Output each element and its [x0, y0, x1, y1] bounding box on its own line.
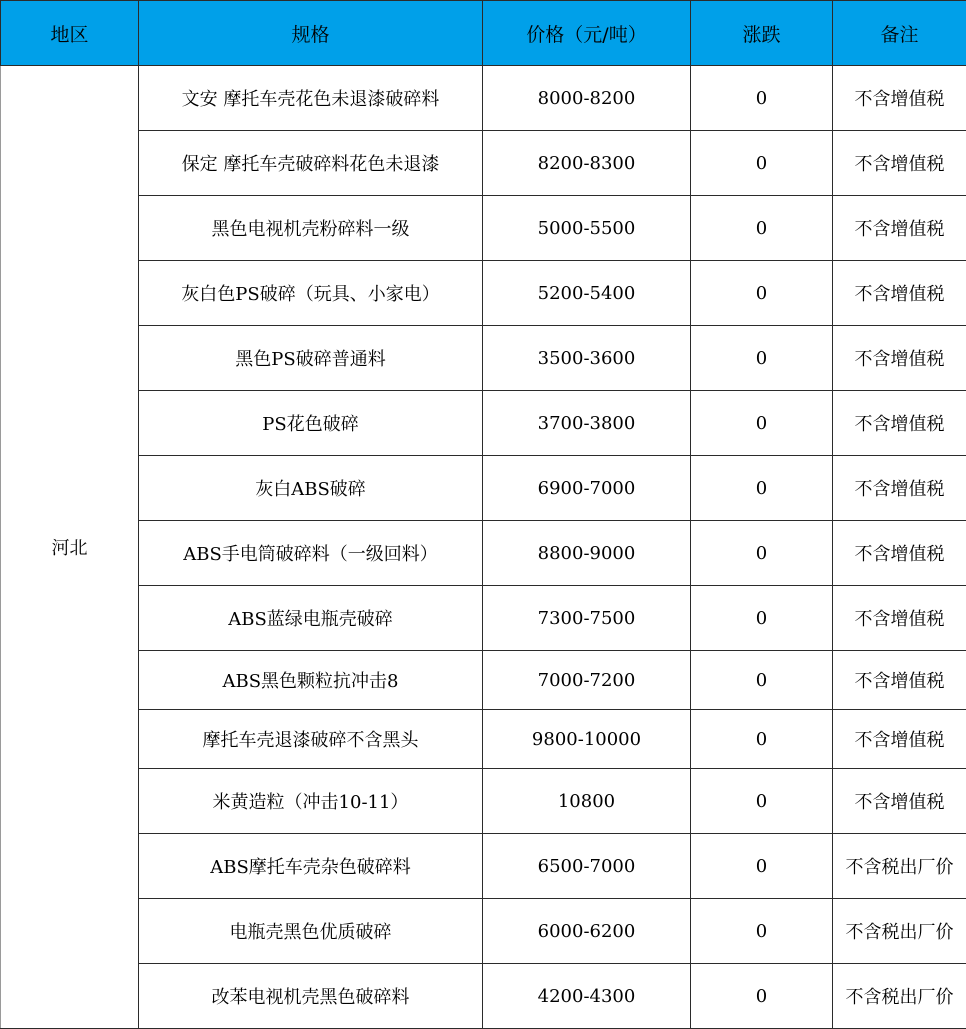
spec-cell: PS花色破碎 — [139, 391, 483, 456]
spec-cell: 灰白ABS破碎 — [139, 456, 483, 521]
table-row — [1, 456, 966, 521]
table-row — [1, 131, 966, 196]
spec-cell: 黑色PS破碎普通料 — [139, 326, 483, 391]
price-cell: 8800-9000 — [483, 521, 691, 586]
change-cell: 0 — [691, 899, 833, 964]
price-cell: 6000-6200 — [483, 899, 691, 964]
note-cell: 不含增值税 — [833, 326, 966, 391]
price-cell: 8200-8300 — [483, 131, 691, 196]
note-cell: 不含增值税 — [833, 131, 966, 196]
price-cell: 5200-5400 — [483, 261, 691, 326]
spec-cell: 黑色电视机壳粉碎料一级 — [139, 196, 483, 261]
price-cell: 9800-10000 — [483, 710, 691, 769]
note-cell: 不含增值税 — [833, 521, 966, 586]
spec-cell: 摩托车壳退漆破碎不含黑头 — [139, 710, 483, 769]
note-cell: 不含税出厂价 — [833, 899, 966, 964]
change-cell: 0 — [691, 261, 833, 326]
spec-cell: ABS手电筒破碎料（一级回料） — [139, 521, 483, 586]
price-cell: 8000-8200 — [483, 66, 691, 131]
table-row — [1, 710, 966, 769]
price-cell: 7300-7500 — [483, 586, 691, 651]
table-row — [1, 964, 966, 1029]
table-row — [1, 66, 966, 131]
change-cell: 0 — [691, 586, 833, 651]
price-cell: 7000-7200 — [483, 651, 691, 710]
spec-cell: ABS蓝绿电瓶壳破碎 — [139, 586, 483, 651]
price-cell: 3700-3800 — [483, 391, 691, 456]
spec-cell: 电瓶壳黑色优质破碎 — [139, 899, 483, 964]
change-cell: 0 — [691, 66, 833, 131]
note-cell: 不含增值税 — [833, 456, 966, 521]
change-cell: 0 — [691, 196, 833, 261]
table-row — [1, 899, 966, 964]
change-cell: 0 — [691, 456, 833, 521]
note-cell: 不含增值税 — [833, 710, 966, 769]
spec-cell: 保定 摩托车壳破碎料花色未退漆 — [139, 131, 483, 196]
table-row — [1, 769, 966, 834]
header-note: 备注 — [833, 1, 966, 66]
table-row — [1, 391, 966, 456]
table-row — [1, 521, 966, 586]
spec-cell: ABS摩托车壳杂色破碎料 — [139, 834, 483, 899]
header-change: 涨跌 — [691, 1, 833, 66]
change-cell: 0 — [691, 834, 833, 899]
change-cell: 0 — [691, 326, 833, 391]
header-region: 地区 — [1, 1, 139, 66]
price-cell: 6500-7000 — [483, 834, 691, 899]
change-cell: 0 — [691, 651, 833, 710]
note-cell: 不含税出厂价 — [833, 964, 966, 1029]
note-cell: 不含税出厂价 — [833, 834, 966, 899]
change-cell: 0 — [691, 391, 833, 456]
table-row — [1, 326, 966, 391]
note-cell: 不含增值税 — [833, 651, 966, 710]
spec-cell: ABS黑色颗粒抗冲击8 — [139, 651, 483, 710]
spec-cell: 灰白色PS破碎（玩具、小家电） — [139, 261, 483, 326]
note-cell: 不含增值税 — [833, 66, 966, 131]
change-cell: 0 — [691, 964, 833, 1029]
price-cell: 10800 — [483, 769, 691, 834]
change-cell: 0 — [691, 131, 833, 196]
note-cell: 不含增值税 — [833, 391, 966, 456]
spec-cell: 改苯电视机壳黑色破碎料 — [139, 964, 483, 1029]
change-cell: 0 — [691, 521, 833, 586]
price-cell: 3500-3600 — [483, 326, 691, 391]
header-price: 价格（元/吨） — [483, 1, 691, 66]
table-row — [1, 261, 966, 326]
note-cell: 不含增值税 — [833, 769, 966, 834]
header-spec: 规格 — [139, 1, 483, 66]
price-cell: 4200-4300 — [483, 964, 691, 1029]
table-row — [1, 834, 966, 899]
note-cell: 不含增值税 — [833, 196, 966, 261]
note-cell: 不含增值税 — [833, 261, 966, 326]
spec-cell: 米黄造粒（冲击10-11） — [139, 769, 483, 834]
price-cell: 6900-7000 — [483, 456, 691, 521]
table-row — [1, 586, 966, 651]
region-cell: 河北 — [1, 66, 139, 1029]
spec-cell: 文安 摩托车壳花色未退漆破碎料 — [139, 66, 483, 131]
price-cell: 5000-5500 — [483, 196, 691, 261]
note-cell: 不含增值税 — [833, 586, 966, 651]
table-row — [1, 196, 966, 261]
change-cell: 0 — [691, 710, 833, 769]
change-cell: 0 — [691, 769, 833, 834]
header-row — [1, 1, 966, 66]
table-row — [1, 651, 966, 710]
